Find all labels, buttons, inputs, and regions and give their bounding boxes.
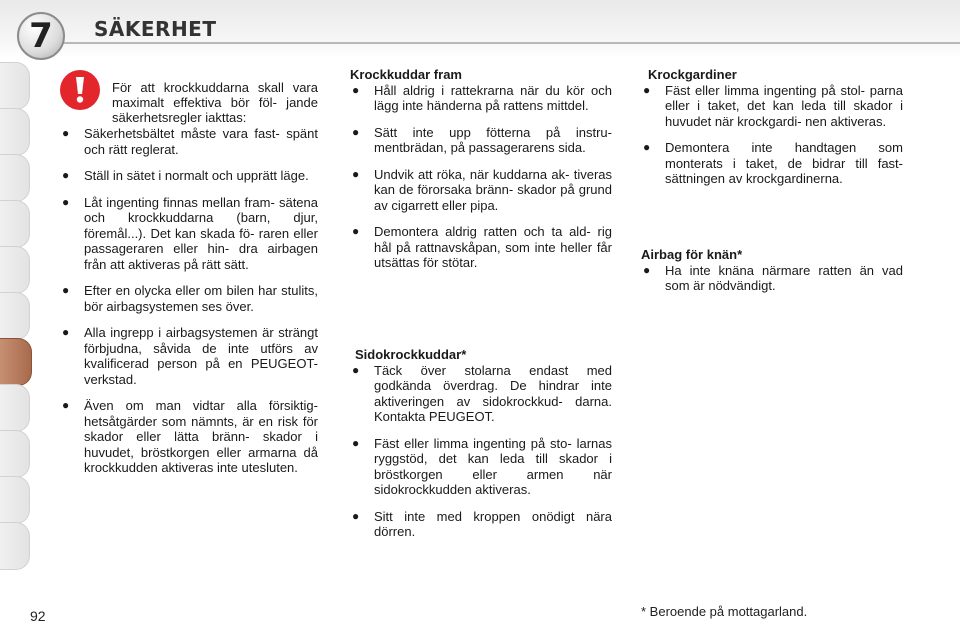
list-item: ● Sitt inte med kroppen onödigt nära dörren. — [352, 508, 612, 539]
list-item: ● Undvik att röka, när kuddarna ak- tiveras kan de förorsaka bränn- skador på grund av cigarrett eller pipa. — [352, 166, 612, 213]
list-item: ● Fäst eller limma ingenting på sto- larnas ryggstöd, det kan leda till skador i bröstkorgen eller armen när sidokrockkudden aktiveras. — [352, 435, 612, 497]
bullet-icon: ● — [643, 140, 651, 154]
curtain-airbags-list — [641, 83, 903, 187]
general-rules-column — [60, 126, 318, 487]
side-airbags-section — [350, 347, 612, 551]
bullet-icon: ● — [62, 325, 70, 339]
knee-airbag-section — [641, 247, 903, 305]
header-rule — [60, 42, 960, 44]
front-airbags-heading: Krockkuddar fram — [350, 67, 462, 82]
chapter-tab-6[interactable] — [0, 292, 30, 340]
chapter-tab-10[interactable] — [0, 476, 30, 524]
side-airbags-list — [350, 363, 612, 540]
intro-text: För att krockkuddarna skall vara maximalt effektiva bör föl- jande säkerhetsregler iakttas: — [112, 80, 318, 125]
chapter-tab-strip — [0, 62, 32, 578]
list-item: ● Täck över stolarna endast med godkända överdrag. De hindrar inte aktiveringen av sidokrockkud- darna. Kontakta PEUGEOT. — [352, 362, 612, 424]
curtain-airbags-heading: Krockgardiner — [648, 67, 737, 82]
bullet-icon: ● — [352, 362, 360, 377]
page-number: 92 — [30, 608, 46, 624]
list-item: ● Efter en olycka eller om bilen har stulits, bör airbagsystemen ses över. — [62, 283, 318, 314]
general-rules-list — [60, 126, 318, 476]
chapter-tab-8[interactable] — [0, 384, 30, 432]
list-item: ● Håll aldrig i rattekrarna när du kör och lägg inte händerna på rattens mittdel. — [352, 82, 612, 113]
list-item: ● Låt ingenting finnas mellan fram- sätena och krockkuddarna (barn, djur, föremål...). Det kan skada fö- raren eller passageraren eller hin- dra airbagen från att aktiveras på rätt sätt. — [62, 194, 318, 272]
bullet-icon: ● — [643, 82, 651, 97]
bullet-icon: ● — [352, 435, 360, 450]
knee-airbag-list — [641, 263, 903, 294]
chapter-tab-2[interactable] — [0, 108, 30, 156]
bullet-icon: ● — [352, 508, 360, 523]
chapter-tab-7-active[interactable] — [0, 338, 32, 386]
footnote: * Beroende på mottagarland. — [641, 604, 808, 619]
bullet-icon: ● — [62, 283, 70, 297]
chapter-tab-3[interactable] — [0, 154, 30, 202]
bullet-icon: ● — [62, 168, 70, 182]
list-item: ● Fäst eller limma ingenting på stol- parna eller i taket, det kan leda till skador i huvudet när krockgardi- nen aktiveras. — [643, 82, 903, 129]
bullet-icon: ● — [352, 124, 360, 139]
front-airbags-section — [350, 67, 612, 282]
knee-airbag-heading: Airbag för knän* — [641, 247, 743, 262]
chapter-tab-1[interactable] — [0, 62, 30, 110]
chapter-number-badge: 7 — [17, 12, 65, 60]
list-item: ● Alla ingrepp i airbagsystemen är strängt förbjudna, såvida de inte utförs av kvalificerad person på en PEUGEOT-verkstad. — [62, 325, 318, 387]
list-item: ● Ha inte knäna närmare ratten än vad som är nödvändigt. — [643, 262, 903, 293]
list-item: ● Säkerhetsbältet måste vara fast- spänt och rätt reglerat. — [62, 126, 318, 157]
bullet-icon: ● — [643, 262, 651, 277]
chapter-tab-11[interactable] — [0, 522, 30, 570]
bullet-icon: ● — [62, 398, 70, 412]
bullet-icon: ● — [352, 224, 360, 238]
list-item: ● Demontera inte handtagen som monterats i taket, de bidrar till fast- sättningen av krockgardinerna. — [643, 140, 903, 186]
page-title: SÄKERHET — [94, 17, 217, 41]
list-item: ● Demontera aldrig ratten och ta ald- rig hål på rattnavskåpan, som inte heller får utsättas för stötar. — [352, 224, 612, 270]
side-airbags-heading: Sidokrockkuddar* — [355, 347, 467, 362]
chapter-tab-4[interactable] — [0, 200, 30, 248]
list-item: ● Ställ in sätet i normalt och upprätt läge. — [62, 168, 309, 183]
list-item: ● Sätt inte upp fötterna på instru- mentbrädan, på passagerarens sida. — [352, 124, 612, 155]
list-item: ● Även om man vidtar alla försiktig- hetsåtgärder som nämnts, är en risk för skador eller lätta bränn- skador i huvudet, bröstkorgen eller armarna då krockkudden aktiveras inte utesluten. — [62, 398, 318, 475]
bullet-icon: ● — [352, 166, 360, 181]
bullet-icon: ● — [352, 82, 360, 97]
exclamation-warning-icon — [60, 70, 100, 110]
bullet-icon: ● — [62, 194, 70, 209]
chapter-tab-5[interactable] — [0, 246, 30, 294]
curtain-airbags-section — [641, 67, 903, 198]
chapter-tab-9[interactable] — [0, 430, 30, 478]
front-airbags-list — [350, 83, 612, 271]
bullet-icon: ● — [62, 126, 70, 140]
